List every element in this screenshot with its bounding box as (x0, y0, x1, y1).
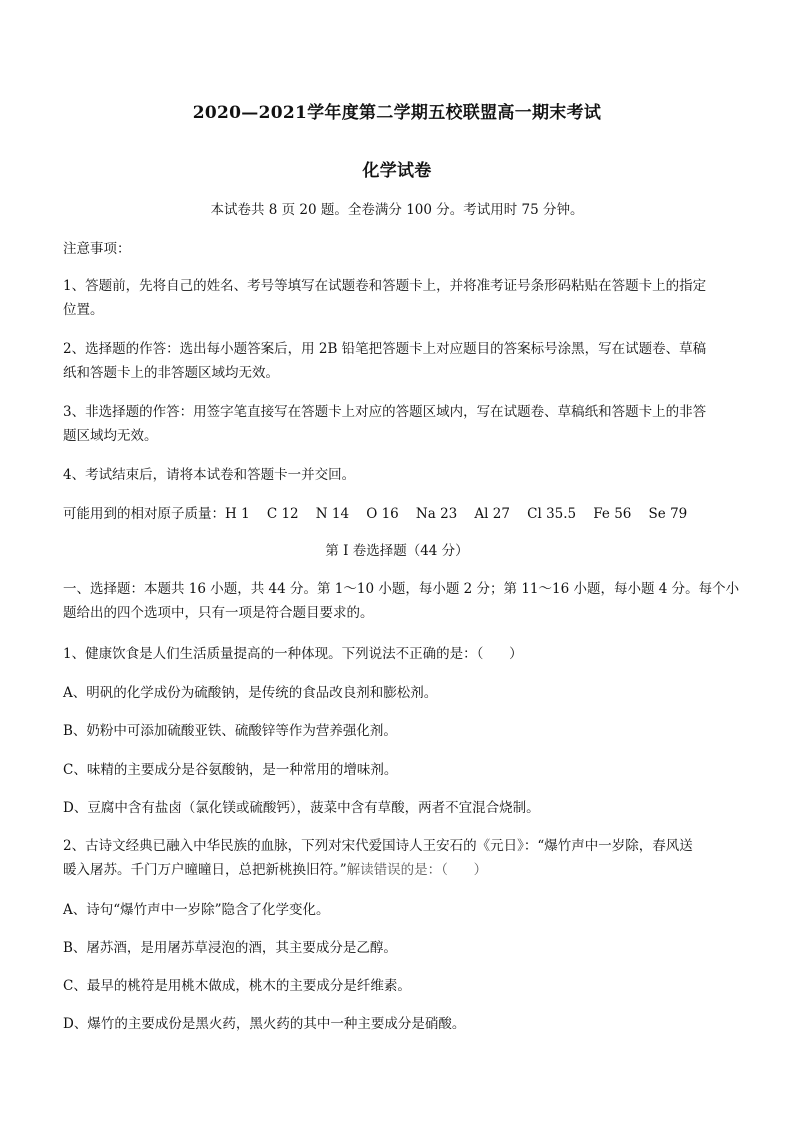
question-2-stem-line-2-tail: 解读错误的是：（ ） (346, 862, 488, 878)
exam-info: 本试卷共 8 页 20 题。全卷满分 100 分。考试用时 75 分钟。 (210, 202, 584, 218)
exam-title: 2020—2021学年度第二学期五校联盟高一期末考试 (192, 103, 602, 123)
question-2-stem-line-2 (63, 858, 733, 882)
section-1-instructions-line-2: 题给出的四个选项中，只有一项是符合题目要求的。 (63, 605, 374, 621)
question-2-option-d: D、爆竹的主要成份是黑火药，黑火药的其中一种主要成分是硝酸。 (63, 1016, 466, 1032)
question-2-stem-line-2-text: 暖入屠苏。千门万户曈曈日，总把新桃换旧符。” (63, 862, 347, 878)
question-1-option-d: D、豆腐中含有盐卤（氯化镁或硫酸钙），菠菜中含有草酸，两者不宜混合烧制。 (63, 800, 540, 816)
section-1-title: 第 I 卷选择题（44 分） (325, 543, 469, 559)
question-2-stem-line-1: 2、古诗文经典已融入中华民族的血脉，下列对宋代爱国诗人王安石的《元日》：“爆竹声中一岁除，春风送 (63, 838, 693, 854)
note-2-line-1: 2、选择题的作答：选出每小题答案后，用 2B 铅笔把答题卡上对应题目的答案标号涂黑，写在试题卷、草稿 (63, 341, 707, 357)
question-1-option-a: A、明矾的化学成份为硫酸钠，是传统的食品改良剂和膨松剂。 (63, 685, 438, 701)
note-2-line-2: 纸和答题卡上的非答题区域均无效。 (63, 365, 279, 381)
exam-subtitle: 化学试卷 (362, 161, 432, 181)
question-2-option-a: A、诗句“爆竹声中一岁除”隐含了化学变化。 (63, 902, 330, 918)
note-1-line-2: 位置。 (63, 302, 104, 318)
notes-heading: 注意事项： (63, 241, 131, 257)
question-1-option-b: B、奶粉中可添加硫酸亚铁、硫酸锌等作为营养强化剂。 (63, 723, 397, 739)
section-1-instructions-line-1: 一、选择题：本题共 16 小题，共 44 分。第 1～10 小题，每小题 2 分；第 11～16 小题，每小题 4 分。每个小 (63, 581, 740, 597)
question-2-option-b: B、屠苏酒，是用屠苏草浸泡的酒，其主要成分是乙醇。 (63, 940, 397, 956)
note-4: 4、考试结束后，请将本试卷和答题卡一并交回。 (63, 467, 356, 483)
note-3-line-1: 3、非选择题的作答：用签字笔直接写在答题卡上对应的答题区域内，写在试题卷、草稿纸和答题卡上的非答 (63, 404, 707, 420)
atomic-masses: 可能用到的相对原子质量：H 1 C 12 N 14 O 16 Na 23 Al 27 Cl 35.5 Fe 56 Se 79 (63, 506, 688, 522)
question-2-option-c: C、最早的桃符是用桃木做成，桃木的主要成分是纤维素。 (63, 978, 411, 994)
question-1-option-c: C、味精的主要成分是谷氨酸钠，是一种常用的增味剂。 (63, 762, 398, 778)
note-1-line-1: 1、答题前，先将自己的姓名、考号等填写在试题卷和答题卡上，并将准考证号条形码粘贴在答题卡上的指定 (63, 278, 707, 294)
note-3-line-2: 题区域均无效。 (63, 428, 158, 444)
question-1-stem: 1、健康饮食是人们生活质量提高的一种体现。下列说法不正确的是：（ ） (63, 646, 523, 662)
